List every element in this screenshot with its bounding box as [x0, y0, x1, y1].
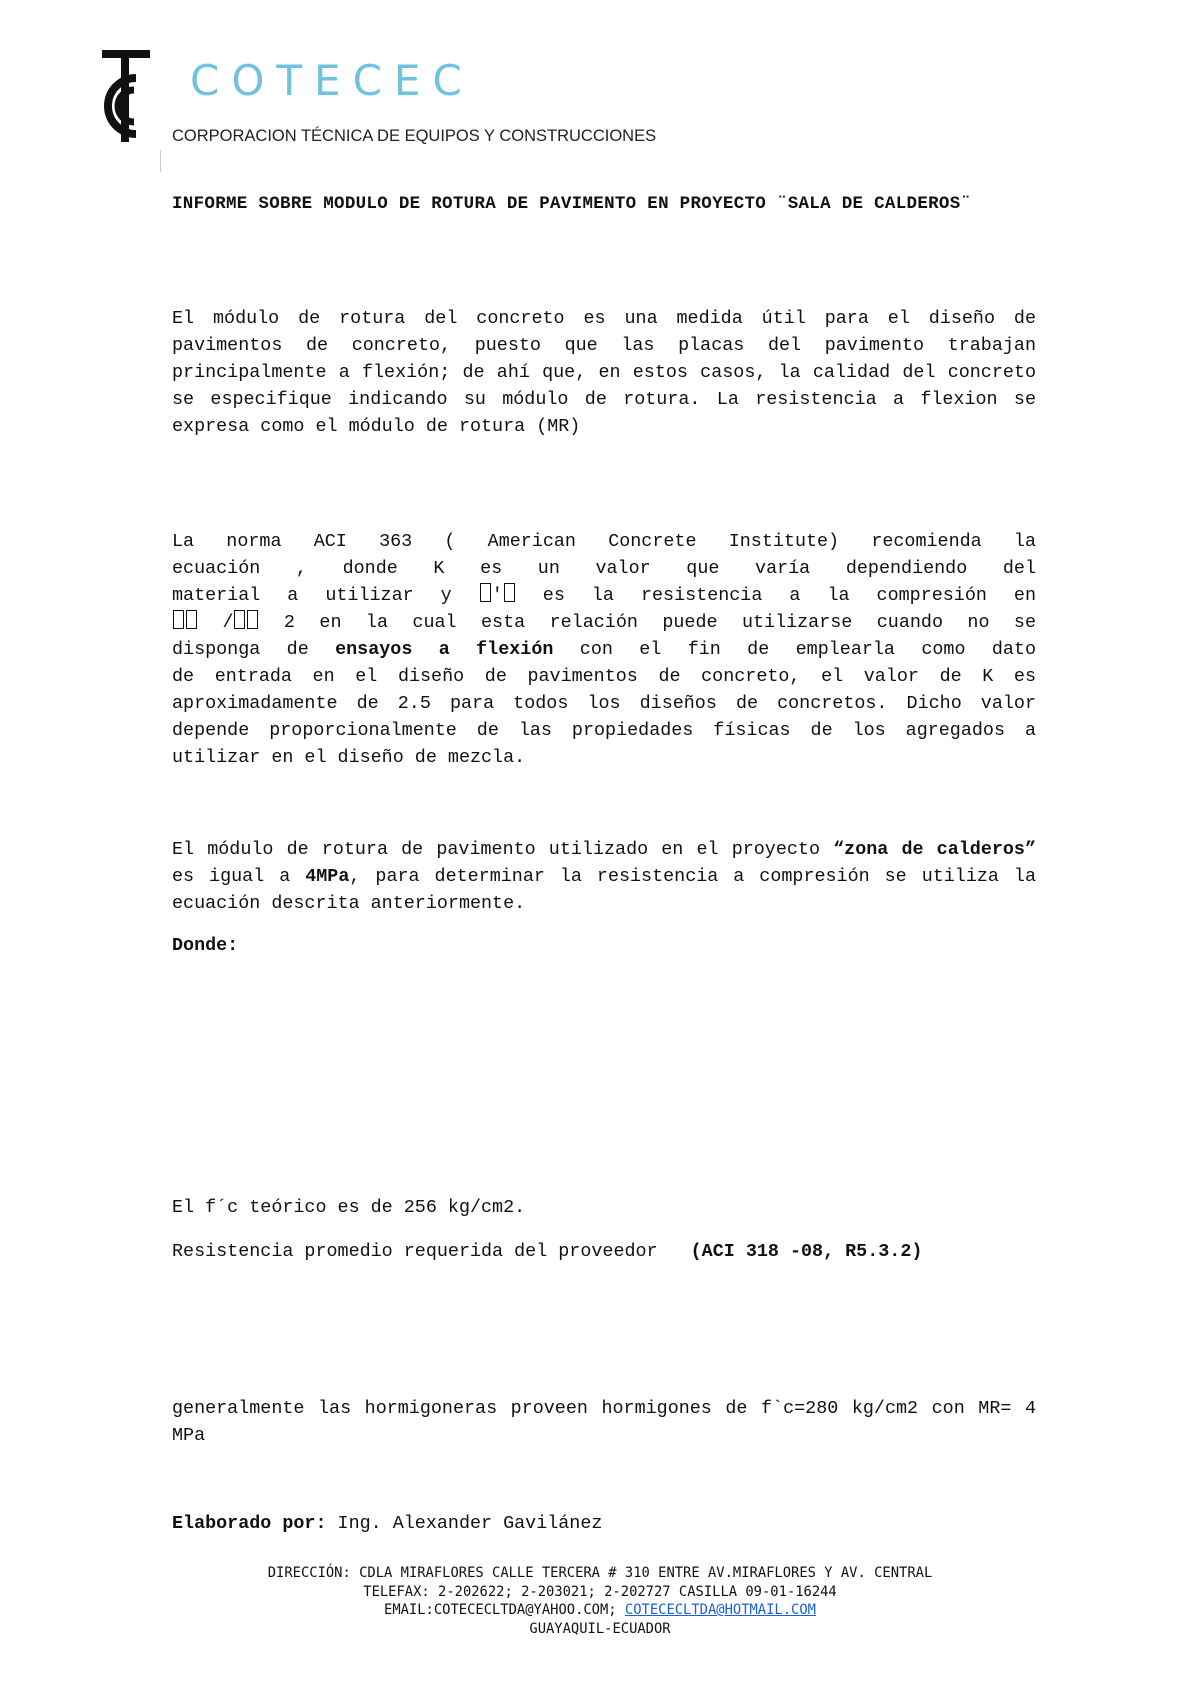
company-subtitle: CORPORACION TÉCNICA DE EQUIPOS Y CONSTRUCCIONES	[172, 127, 657, 145]
general-statement: generalmente las hormigoneras proveen hormigones de f`c=280 kg/cm2 con MR= 4 MPa	[172, 1398, 1036, 1446]
paragraph-project	[172, 836, 1036, 917]
paragraph-aci-line4: / 2 en la cual esta relación puede utilizarse cuando no se	[172, 609, 1036, 636]
fc-statement: El f´c teórico es de 256 kg/cm2.	[172, 1197, 526, 1218]
email-link[interactable]: COTECECLTDA@HOTMAIL.COM	[624, 1602, 816, 1618]
text-segment: material a utilizar y	[172, 585, 479, 606]
bold-text: “zona de calderos”	[833, 839, 1036, 860]
donde-label: Donde:	[172, 935, 239, 956]
text-segment: 2 en la cual esta relación puede utilizarse cuando no se	[259, 612, 1037, 633]
text-segment: Resistencia promedio requerida del proveedor	[172, 1241, 658, 1262]
missing-glyph-icon	[247, 610, 258, 629]
text-segment: disponga de	[172, 639, 336, 660]
elaborado-por	[172, 1510, 1036, 1537]
aci-reference: (ACI 318 -08, R5.3.2)	[690, 1241, 923, 1262]
paragraph-aci-line2: ecuación , donde K es un valor que varía dependiendo del	[172, 558, 1036, 579]
paragraph-aci	[172, 528, 1036, 771]
footer-city: GUAYAQUIL-ECUADOR	[529, 1620, 671, 1637]
bold-text: ensayos a flexión	[335, 639, 554, 660]
missing-glyph-icon	[504, 583, 515, 602]
paragraph-aci-line5	[172, 636, 1036, 663]
text-segment: es igual a	[172, 866, 306, 887]
missing-glyph-icon	[234, 610, 245, 629]
text-segment: es la resistencia a la compresión en	[515, 585, 1037, 606]
footer-email-text: EMAIL:COTECECLTDA@YAHOO.COM;	[384, 1602, 625, 1618]
bold-text: 4MPa	[305, 866, 350, 887]
text-segment: con el fin de emplearla como dato	[553, 639, 1036, 660]
text-segment: , para determinar la resistencia a compresión se utiliza la ecuación descrita anteriormente.	[172, 866, 1036, 914]
brand-name: COTECEC	[190, 56, 474, 105]
document-title: INFORME SOBRE MODULO DE ROTURA DE PAVIMENTO EN PROYECTO ¨SALA DE CALDEROS¨	[172, 194, 972, 214]
text-segment: El módulo de rotura de pavimento utilizado en el proyecto	[172, 839, 834, 860]
paragraph-intro: El módulo de rotura del concreto es una medida útil para el diseño de pavimentos de concreto, puesto que las placas del pavimento trabajan principalmente a flexión; de ahí que, en estos casos, la calidad del concreto se especifique indicando su módulo de rotura. La resistencia a flexion se expresa como el módulo de rotura (MR)	[172, 308, 1036, 437]
paragraph-aci-rest: de entrada en el diseño de pavimentos de concreto, el valor de K es aproximadamente de 2.5 para todos los diseños de concretos. Dicho valor depende proporcionalmente de las propiedades físicas de los agregados a utilizar en el diseño de mezcla.	[172, 666, 1036, 768]
footer-email	[0, 1601, 1200, 1620]
company-logo-icon	[84, 48, 160, 148]
missing-glyph-icon	[173, 610, 184, 629]
author-name: Ing. Alexander Gavilánez	[326, 1513, 603, 1534]
footer	[0, 1564, 1200, 1638]
paragraph-aci-line3: material a utilizar y ' es la resistencia a la compresión en	[172, 585, 1037, 606]
paragraph-aci-line1: La norma ACI 363 ( American Concrete Institute) recomienda la	[172, 531, 1036, 552]
footer-phone: TELEFAX: 2-202622; 2-203021; 2-202727 CASILLA 09-01-16244	[363, 1583, 837, 1600]
elaborado-label: Elaborado por:	[172, 1513, 327, 1534]
footer-address: DIRECCIÓN: CDLA MIRAFLORES CALLE TERCERA # 310 ENTRE AV.MIRAFLORES Y AV. CENTRAL	[267, 1565, 933, 1581]
missing-glyph-icon	[480, 583, 491, 602]
missing-glyph-icon	[186, 610, 197, 629]
resistencia-statement	[172, 1238, 1036, 1265]
divider	[160, 150, 161, 172]
